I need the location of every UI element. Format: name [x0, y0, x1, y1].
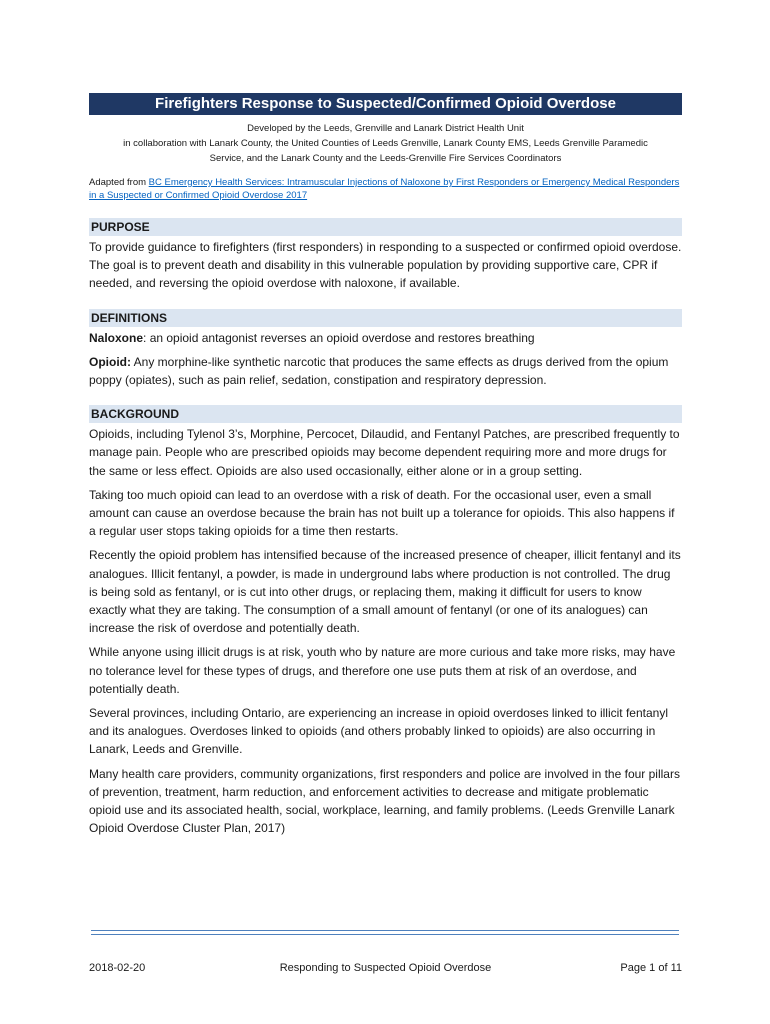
- footer-title: Responding to Suspected Opioid Overdose: [279, 962, 492, 974]
- background-paragraph: Taking too much opioid can lead to an overdose with a risk of death. For the occasional user, even a small amount can cause an overdose because the brain has not built up a tolerance for opioids. This also happens if a regular user stops taking opioids for a time then restarts.: [89, 487, 675, 539]
- footer-page-number: Page 1 of 11: [620, 962, 682, 974]
- definition-naloxone: Naloxone: an opioid antagonist reverses an opioid overdose and restores breathing: [89, 330, 535, 345]
- definition-opioid: [89, 353, 682, 389]
- footer-divider: [91, 930, 679, 935]
- adapted-prefix: Adapted from: [89, 177, 149, 188]
- definitions-heading: DEFINITIONS: [89, 309, 682, 327]
- definition-text: an opioid antagonist reverses an opioid overdose and restores breathing: [149, 330, 535, 345]
- subtitle-line: Developed by the Leeds, Grenville and Lanark District Health Unit: [247, 123, 524, 134]
- document-title: Firefighters Response to Suspected/Confirmed Opioid Overdose: [89, 93, 682, 115]
- definition-term: Opioid:: [89, 354, 131, 369]
- bc-ehs-source-link[interactable]: BC Emergency Health Services: Intramuscular Injections of Naloxone by First Responders or Emergency Medical Responders in a Suspected or Confirmed Opioid Overdose 2017: [89, 177, 680, 201]
- subtitle-line: in collaboration with Lanark County, the United Counties of Leeds Grenville, Lanark County EMS, Leeds Grenville Paramedic: [123, 138, 648, 149]
- footer-date: 2018-02-20: [89, 962, 146, 974]
- background-paragraph: Many health care providers, community organizations, first responders and police are involved in the four pillars of prevention, treatment, harm reduction, and enforcement activities to decrease and mitigate problematic opioid use and its associated health, social, workplace, learning, and family problems. (Leeds Grenville Lanark Opioid Overdose Cluster Plan, 2017): [89, 766, 680, 836]
- background-paragraph: Recently the opioid problem has intensified because of the increased presence of cheaper, illicit fentanyl and its analogues. Illicit fentanyl, a powder, is made in underground labs where production is not controlled. The drug is being sold as fentanyl, or is cut into other drugs, or replacing them, making it difficult for users to know exactly what they are taking. The consumption of a small amount of fentanyl (or one of its analogues) can increase the risk of overdose and potentially death.: [89, 548, 681, 636]
- document-page: [89, 93, 682, 837]
- subtitle-line: Service, and the Lanark County and the Leeds-Grenville Fire Services Coordinators: [209, 153, 562, 164]
- background-heading: BACKGROUND: [89, 405, 682, 423]
- background-paragraph: Several provinces, including Ontario, are experiencing an increase in opioid overdoses linked to illicit fentanyl and its analogues. Overdoses linked to opioids (and others probably linked to opioids) are also occurring in Lanark, Leeds and Grenville.: [89, 706, 668, 757]
- purpose-heading: PURPOSE: [89, 218, 682, 236]
- adapted-from-note: [89, 176, 682, 202]
- document-subtitle: [89, 121, 682, 166]
- purpose-text: To provide guidance to firefighters (first responders) in responding to a suspected or confirmed opioid overdose. The goal is to prevent death and disability in this vulnerable population by providing supportive care, CPR if needed, and reversing the opioid overdose with naloxone, if available.: [89, 240, 682, 291]
- background-paragraph: While anyone using illicit drugs is at risk, youth who by nature are more curious and take more risks, may have no tolerance level for these types of drugs, and therefore one use puts them at risk of an overdose, and potentially death.: [89, 645, 676, 696]
- definition-text: Any morphine-like synthetic narcotic that produces the same effects as drugs derived from the opium poppy (opiates), such as pain relief, sedation, constipation and respiratory depression.: [89, 354, 669, 388]
- background-paragraph: Opioids, including Tylenol 3’s, Morphine, Percocet, Dilaudid, and Fentanyl Patches, are prescribed frequently to manage pain. People who are prescribed opioids may become dependent requiring more and more drugs for the same or less effect. Opioids are also used occasionally, either alone or in a group setting.: [89, 427, 680, 478]
- definition-term: Naloxone: [89, 330, 144, 345]
